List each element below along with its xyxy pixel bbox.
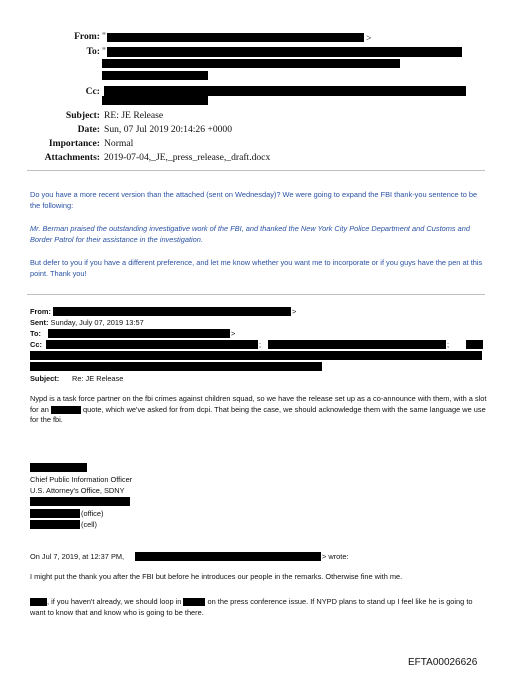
redaction-msg3-sender <box>135 552 321 561</box>
message2-sent-value: Sunday, July 07, 2019 13:57 <box>50 318 144 327</box>
redaction-cc-2 <box>102 96 208 105</box>
from-gt: > <box>366 33 372 44</box>
redaction-cc-1 <box>104 86 466 96</box>
redaction-msg2-cc-5 <box>30 362 322 371</box>
message2-to-label: To: <box>30 329 41 338</box>
redaction-to-3 <box>102 71 208 80</box>
message2-cc-gt-2: ; <box>447 340 450 349</box>
redaction-msg2-cc-2 <box>268 340 446 349</box>
divider-1 <box>27 170 485 171</box>
message3-wrote: > wrote: <box>322 552 349 561</box>
message2-sent-label: Sent: <box>30 318 49 327</box>
message2-from-label: From: <box>30 307 51 316</box>
message3-paragraph-1: I might put the thank you after the FBI but before he introduces our people in the remarks. Otherwise fine with me. <box>30 572 403 581</box>
to-label: To: <box>86 46 100 57</box>
message2-cc-label: Cc: <box>30 340 42 349</box>
redaction-cell-phone <box>30 520 80 529</box>
redaction-office-phone <box>30 509 80 518</box>
message1-paragraph-3: But defer to you if you have a different preference, and let me know whether you want me to incorporate or if you guys have the pen at this point. Thank you! <box>30 258 483 278</box>
redaction-msg2-body <box>51 406 81 414</box>
office-phone-label: (office) <box>81 509 104 518</box>
divider-2 <box>27 294 485 295</box>
date-label: Date: <box>77 124 100 135</box>
message3-paragraph-2-part-a: , if you haven't already, we should loop in <box>47 597 182 606</box>
cell-phone-label: (cell) <box>81 520 98 529</box>
message2-from-gt: > <box>292 307 297 316</box>
subject-value: RE: JE Release <box>104 110 164 121</box>
message2-body-part-b: quote, which we've asked for from dcpi. That being the case, we should acknowledge them with the same language we use for the fbi. <box>30 404 486 424</box>
cc-label: Cc: <box>85 86 100 97</box>
message3-paragraph-2-part-b: on the press conference issue. If NYPD plans to stand up I feel like he is going to want to know that and know who is going to be there. <box>30 597 473 617</box>
redaction-msg2-from <box>53 307 291 316</box>
to-quote-mark: " <box>102 46 106 57</box>
redaction-sig-name <box>30 463 87 472</box>
redaction-msg2-cc-4 <box>30 351 482 360</box>
redaction-msg2-to <box>48 329 230 338</box>
document-id: EFTA00026626 <box>408 657 478 668</box>
date-value: Sun, 07 Jul 2019 20:14:26 +0000 <box>104 124 233 135</box>
message2-subject-label: Subject: <box>30 374 60 383</box>
redaction-msg2-cc-1 <box>46 340 258 349</box>
importance-value: Normal <box>104 138 134 149</box>
message2-subject-value: Re: JE Release <box>72 374 124 383</box>
redaction-to-2 <box>102 59 400 68</box>
message1-paragraph-2: Mr. Berman praised the outstanding investigative work of the FBI, and thanked the New York City Police Department and Customs and Border Patrol for their assistance in the investigation. <box>30 224 470 244</box>
message2-cc-gt-1: ; <box>259 340 262 349</box>
signature-office: U.S. Attorney's Office, SDNY <box>30 486 125 495</box>
redaction-sig-address <box>30 497 130 506</box>
from-label: From: <box>74 31 100 42</box>
importance-label: Importance: <box>48 138 100 149</box>
signature-title: Chief Public Information Officer <box>30 475 133 484</box>
redaction-msg2-cc-3 <box>466 340 483 349</box>
redaction-msg3-name-2 <box>183 598 205 606</box>
message1-paragraph-1: Do you have a more recent version than the attached (sent on Wednesday)? We were going to expand the FBI thank-you sentence to be the following: <box>30 190 478 210</box>
redaction-from <box>107 33 364 42</box>
redaction-to-1 <box>107 47 462 57</box>
message2-body <box>30 394 488 426</box>
redaction-msg3-name-1 <box>30 598 47 606</box>
message2-to-gt: > <box>231 329 236 338</box>
attachments-label: Attachments: <box>44 152 100 163</box>
message2-body-part-a: Nypd is a task force partner on the fbi crimes against children squad, so we have the release set up as a co-announce with them, with a slot for an <box>30 394 487 414</box>
from-quote-mark: " <box>102 31 106 42</box>
message3-paragraph-2 <box>30 597 486 618</box>
attachment-link[interactable]: 2019-07-04,_JE,_press_release,_draft.docx <box>104 152 271 163</box>
message2-sent-line <box>30 318 144 329</box>
subject-label: Subject: <box>65 110 100 121</box>
message3-on-line: On Jul 7, 2019, at 12:37 PM, <box>30 552 125 561</box>
